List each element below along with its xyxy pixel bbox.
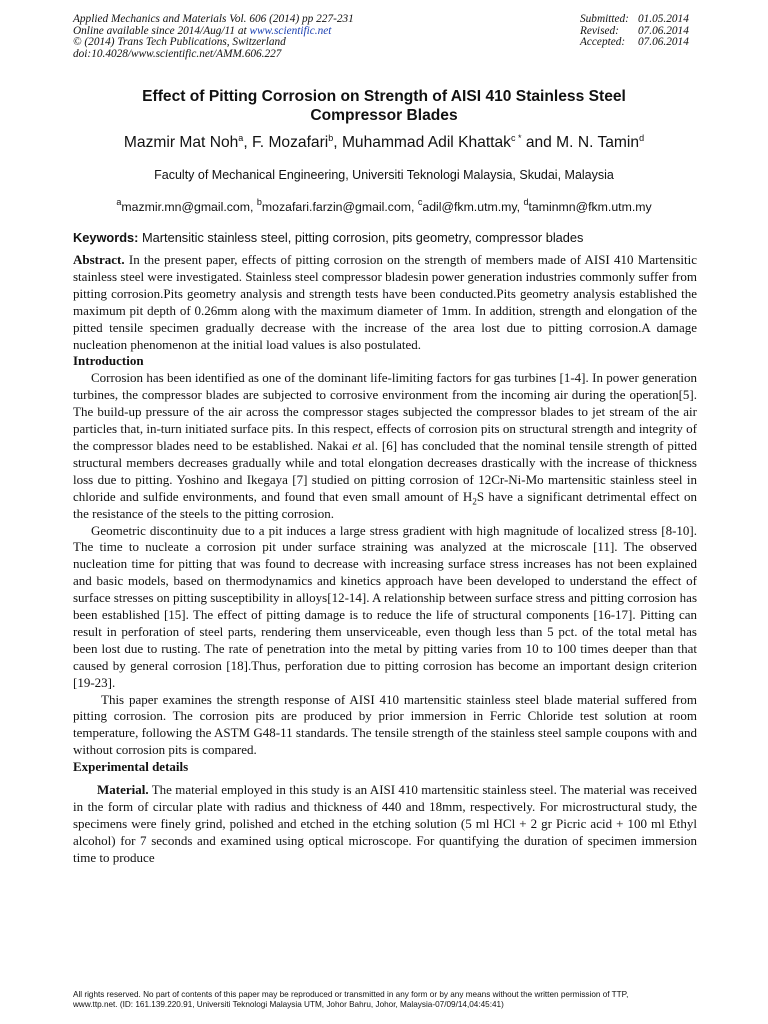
- online-prefix: Online available since 2014/Aug/11 at: [73, 24, 250, 37]
- copyright-footer: [73, 990, 701, 1009]
- author-4: and M. N. Tamin: [521, 134, 640, 151]
- experimental-heading: Experimental details: [73, 759, 189, 775]
- keywords-text: Martensitic stainless steel, pitting corrosion, pits geometry, compressor blades: [138, 230, 584, 245]
- email-4-sup: d: [523, 197, 529, 207]
- affiliation: Faculty of Mechanical Engineering, Universiti Teknologi Malaysia, Skudai, Malaysia: [154, 168, 614, 182]
- email-1: mazmir.mn@gmail.com,: [121, 200, 257, 214]
- accepted-date: 07.06.2014: [638, 36, 689, 48]
- intro-p1-text-c: S have a significant detrimental effect on the resistance of the steels to the pitting corrosion.: [73, 488, 697, 521]
- author-3: Muhammad Adil Khattak: [341, 134, 511, 151]
- email-3-sup: c: [417, 197, 423, 207]
- intro-p1-text: Corrosion has been identified as one of the dominant life-limiting factors for gas turbines [1-4]. In power generation turbines, the compressor blades are subjected to corrosive environment from the incoming air during the operation[5]. The build-up pressure of the air across the compressor stages subjected the compressor blades to jet stream of the air particles that, in-turn initiated surface pits. In this respect, effects of corrosion pits on structural strength and integrity of the compressor blades need to be established. Nakai: [73, 370, 697, 453]
- keywords-label: Keywords:: [73, 230, 139, 245]
- email-2: mozafari.farzin@gmail.com,: [261, 200, 418, 214]
- email-1-sup: a: [116, 197, 122, 207]
- submitted-label: Submitted:: [580, 13, 629, 25]
- intro-p1-text-b: al. [6] has concluded that the nominal tensile strength of pitted structural members decreases gradually while and total elongation decreases drastically with the increase of thickness loss due to pitting. Yoshino and Ikegaya [7] studied on pitting corrosion of 12Cr-Ni-Mo martensitic stainless steel in chloride and sulfide environments, and found that even small amount of H: [73, 437, 697, 504]
- author-1: Mazmir Mat Noh: [123, 134, 239, 151]
- author-3-sup: c *: [510, 133, 522, 143]
- accepted-label: Accepted:: [580, 36, 626, 48]
- abstract: [73, 252, 697, 353]
- author-list: Mazmir Mat Noh$^a$, F. Mozafari$^b$, Muhammad Adil Khattak$^{c *}$ and M. N. Tamin$^d$: [123, 133, 645, 151]
- copyright-line: © (2014) Trans Tech Publications, Switzerland: [73, 36, 286, 48]
- abstract-label: Abstract.: [73, 252, 125, 267]
- title-line-2: Compressor Blades: [310, 107, 458, 124]
- material-text: The material employed in this study is an AISI 410 martensitic stainless steel. The material was received in the form of circular plate with radius and thickness of 440 and 18mm, respectively. For microstructural study, the specimens were finely grind, polished and etched in the etching solution (5 ml HCl + 2 gr Picric acid + 100 ml Ethyl alcohol) for 7 seconds and examined using optical microscope. For quantifying the duration of specimen immersion time to produce: [73, 782, 697, 865]
- title-line-1: Effect of Pitting Corrosion on Strength of AISI 410 Stainless Steel: [142, 88, 626, 105]
- submitted-date: 01.05.2014: [638, 13, 689, 25]
- paper-title: [70, 87, 698, 125]
- material-paragraph: [73, 782, 697, 867]
- revised-date: 07.06.2014: [638, 24, 689, 37]
- accepted-row: [580, 37, 689, 49]
- email-2-sup: b: [256, 197, 262, 207]
- intro-paragraph-3: This paper examines the strength response of AISI 410 martensitic stainless steel blade material suffered from pitting corrosion. The corrosion pits are produced by prior immersion in Ferric Chloride test solution at room temperature, following the ASTM G48-11 standards. The tensile strength of the stainless steel sample coupons with and without corrosion pits is compared.: [73, 691, 697, 758]
- author-1-sup: a: [238, 133, 244, 143]
- email-3: adil@fkm.utm.my,: [422, 200, 524, 214]
- publication-dates: [580, 14, 689, 49]
- scientific-net-link[interactable]: www.scientific.net: [249, 24, 332, 37]
- introduction-heading: Introduction: [73, 353, 144, 369]
- intro-paragraph-2: Geometric discontinuity due to a pit induces a large stress gradient with high magnitude of localized stress [8-10]. The time to nucleate a corrosion pit under surface straining was analyzed at the microscale [11]. The observed nucleation time for pitting that was found to decrease with increasing surface stress increases has not been explained and basic models, based on thermodynamics and kinetics approach have been developed to understand the effect of surface stresses on pitting susceptibility in alloys[12-14]. A relationship between surface stress and pitting corrosion has been established [15]. The effect of pitting damage is to reduce the life of structural components [16-17]. Pitting can result in perforation of steel parts, rendering them unserviceable, even though less than 5 pct. of the total metal has been lost due to rusting. The rate of penetration into the metal by pitting varies from 10 to 100 times deeper than that caused by general corrosion [18].Thus, perforation due to pitting corrosion has become an important design criterion [19-23].: [73, 522, 697, 690]
- footer-line-1: All rights reserved. No part of contents of this paper may be reproduced or transmitted in any form or by any means without the written permission of TTP,: [73, 990, 629, 999]
- submitted-row: [580, 14, 689, 26]
- author-emails: [70, 199, 698, 215]
- email-4: taminmn@fkm.utm.my: [528, 200, 652, 214]
- doi-line: doi:10.4028/www.scientific.net/AMM.606.227: [73, 47, 282, 60]
- author-4-sup: d: [639, 133, 645, 143]
- author-2: F. Mozafari: [251, 134, 329, 151]
- intro-paragraph-1: [73, 370, 697, 522]
- paper-body: [73, 252, 697, 867]
- intro-p1-sub: 2: [472, 496, 477, 507]
- footer-line-2: www.ttp.net. (ID: 161.139.220.91, Universiti Teknologi Malaysia UTM, Johor Bahru, Johor, Malaysia-07/09/14,04:45:41): [73, 999, 504, 1009]
- revised-label: Revised:: [580, 24, 619, 37]
- author-2-sup: b: [328, 133, 334, 143]
- abstract-text: In the present paper, effects of pitting corrosion on the strength of members made of AISI 410 Martensitic stainless steel were investigated. Stainless steel compressor bladesin power generation industries commonly suffer from pitting corrosion.Pits geometry analysis and strength tests have been conducted.Pits geometry analysis established the maximum pit depth of 0.26mm along with the maximum diameter of 1mm. In addition, strength and elongation of the pitted tensile specimen gradually decrease with the increase of the area lost due to pitting corrosion.A damage nucleation phenomenon at the initial load values is also postulated.: [73, 252, 697, 352]
- material-label: Material.: [97, 782, 149, 798]
- journal-header: [73, 14, 354, 60]
- intro-p1-et: et: [352, 437, 362, 453]
- journal-citation: Applied Mechanics and Materials Vol. 606 (2014) pp 227-231: [73, 13, 354, 25]
- keywords: [73, 230, 701, 246]
